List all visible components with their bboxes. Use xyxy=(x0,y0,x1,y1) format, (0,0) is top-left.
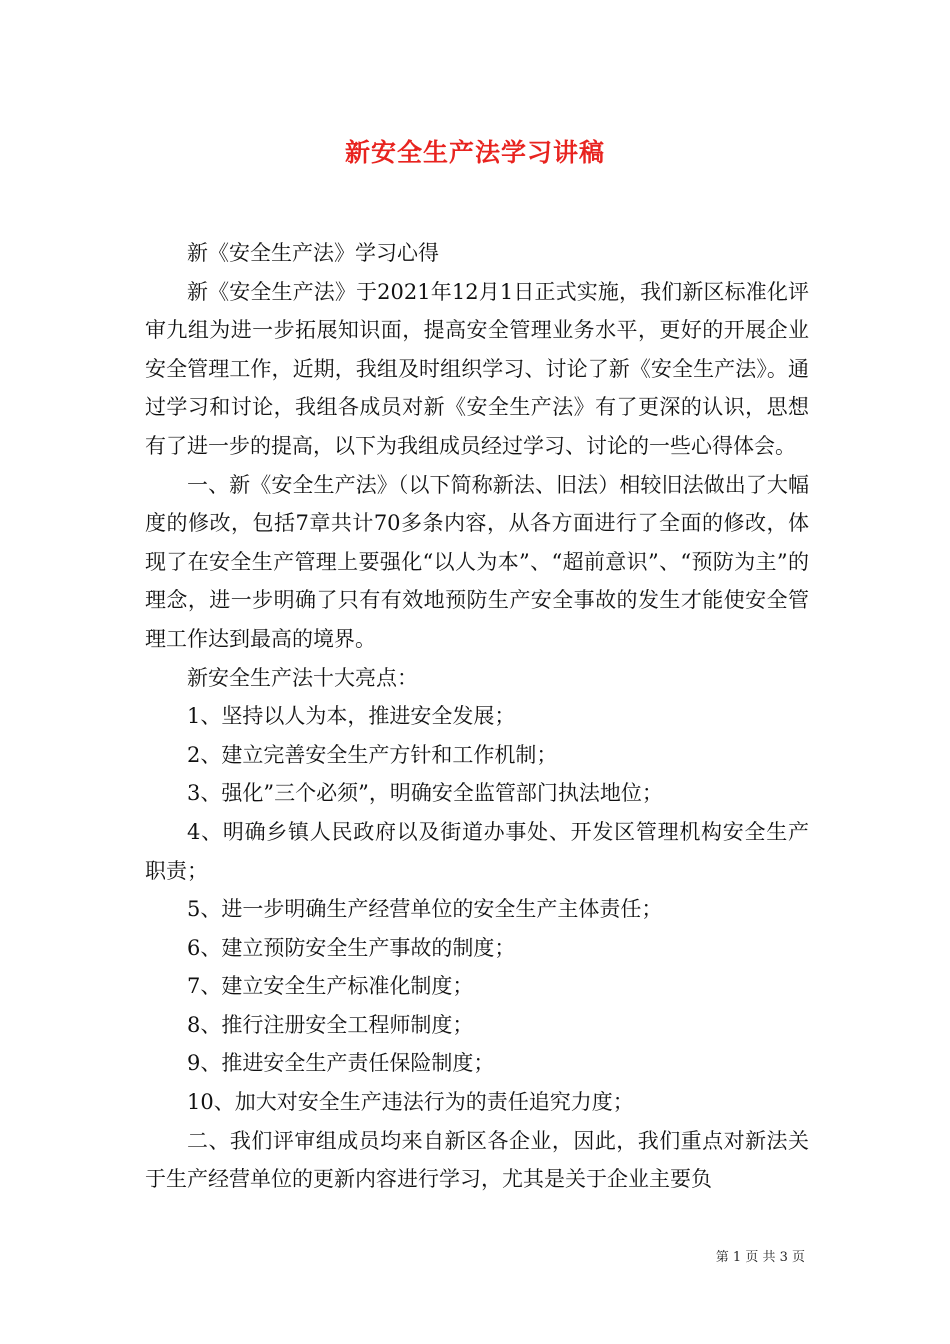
paragraph-subtitle: 新《安全生产法》学习心得 xyxy=(187,241,439,265)
list-item: 7、建立安全生产标准化制度； xyxy=(187,974,474,999)
list-item: 8、推行注册安全工程师制度； xyxy=(187,1012,474,1037)
list-item: 6、建立预防安全生产事故的制度； xyxy=(187,935,516,960)
list-item: 2、建立完善安全生产方针和工作机制； xyxy=(187,742,558,767)
document-body xyxy=(145,234,809,1199)
list-item: 10、加大对安全生产违法行为的责任追究力度； xyxy=(187,1090,634,1115)
paragraph-section-two: 二、我们评审组成员均来自新区各企业，因此，我们重点对新法关于生产经营单位的更新内容进行学习，尤其是关于企业主要负 xyxy=(145,1128,809,1192)
list-item: 3、强化”三个必须”，明确安全监管部门执法地位； xyxy=(187,781,663,806)
paragraph-intro: 新《安全生产法》于2021年12月1日正式实施，我们新区标准化评审九组为进一步拓展知识面，提高安全管理业务水平，更好的开展企业安全管理工作，近期，我组及时组织学习、讨论了新《安全生产法》。通过学习和讨论，我组各成员对新《安全生产法》有了更深的认识，思想有了进一步的提高，以下为我组成员经过学习、讨论的一些心得体会。 xyxy=(145,279,809,458)
list-item: 4、明确乡镇人民政府以及街道办事处、开发区管理机构安全生产职责； xyxy=(145,819,809,883)
paragraph-section-one: 一、新《安全生产法》（以下简称新法、旧法）相较旧法做出了大幅度的修改，包括7章共计70多条内容，从各方面进行了全面的修改，体现了在安全生产管理上要强化“以人为本”、“超前意识”、“预防为主”的理念，进一步明确了只有有效地预防生产安全事故的发生才能使安全管理工作达到最高的境界。 xyxy=(145,472,809,651)
list-item: 9、推进安全生产责任保险制度； xyxy=(187,1051,495,1076)
page-number: 第 1 页 共 3 页 xyxy=(715,1250,805,1265)
paragraph-highlights-heading: 新安全生产法十大亮点： xyxy=(187,665,418,690)
list-item: 1、坚持以人为本，推进安全发展； xyxy=(187,704,516,729)
document-title: 新安全生产法学习讲稿 xyxy=(344,138,605,167)
list-item: 5、进一步明确生产经营单位的安全生产主体责任； xyxy=(187,897,663,922)
